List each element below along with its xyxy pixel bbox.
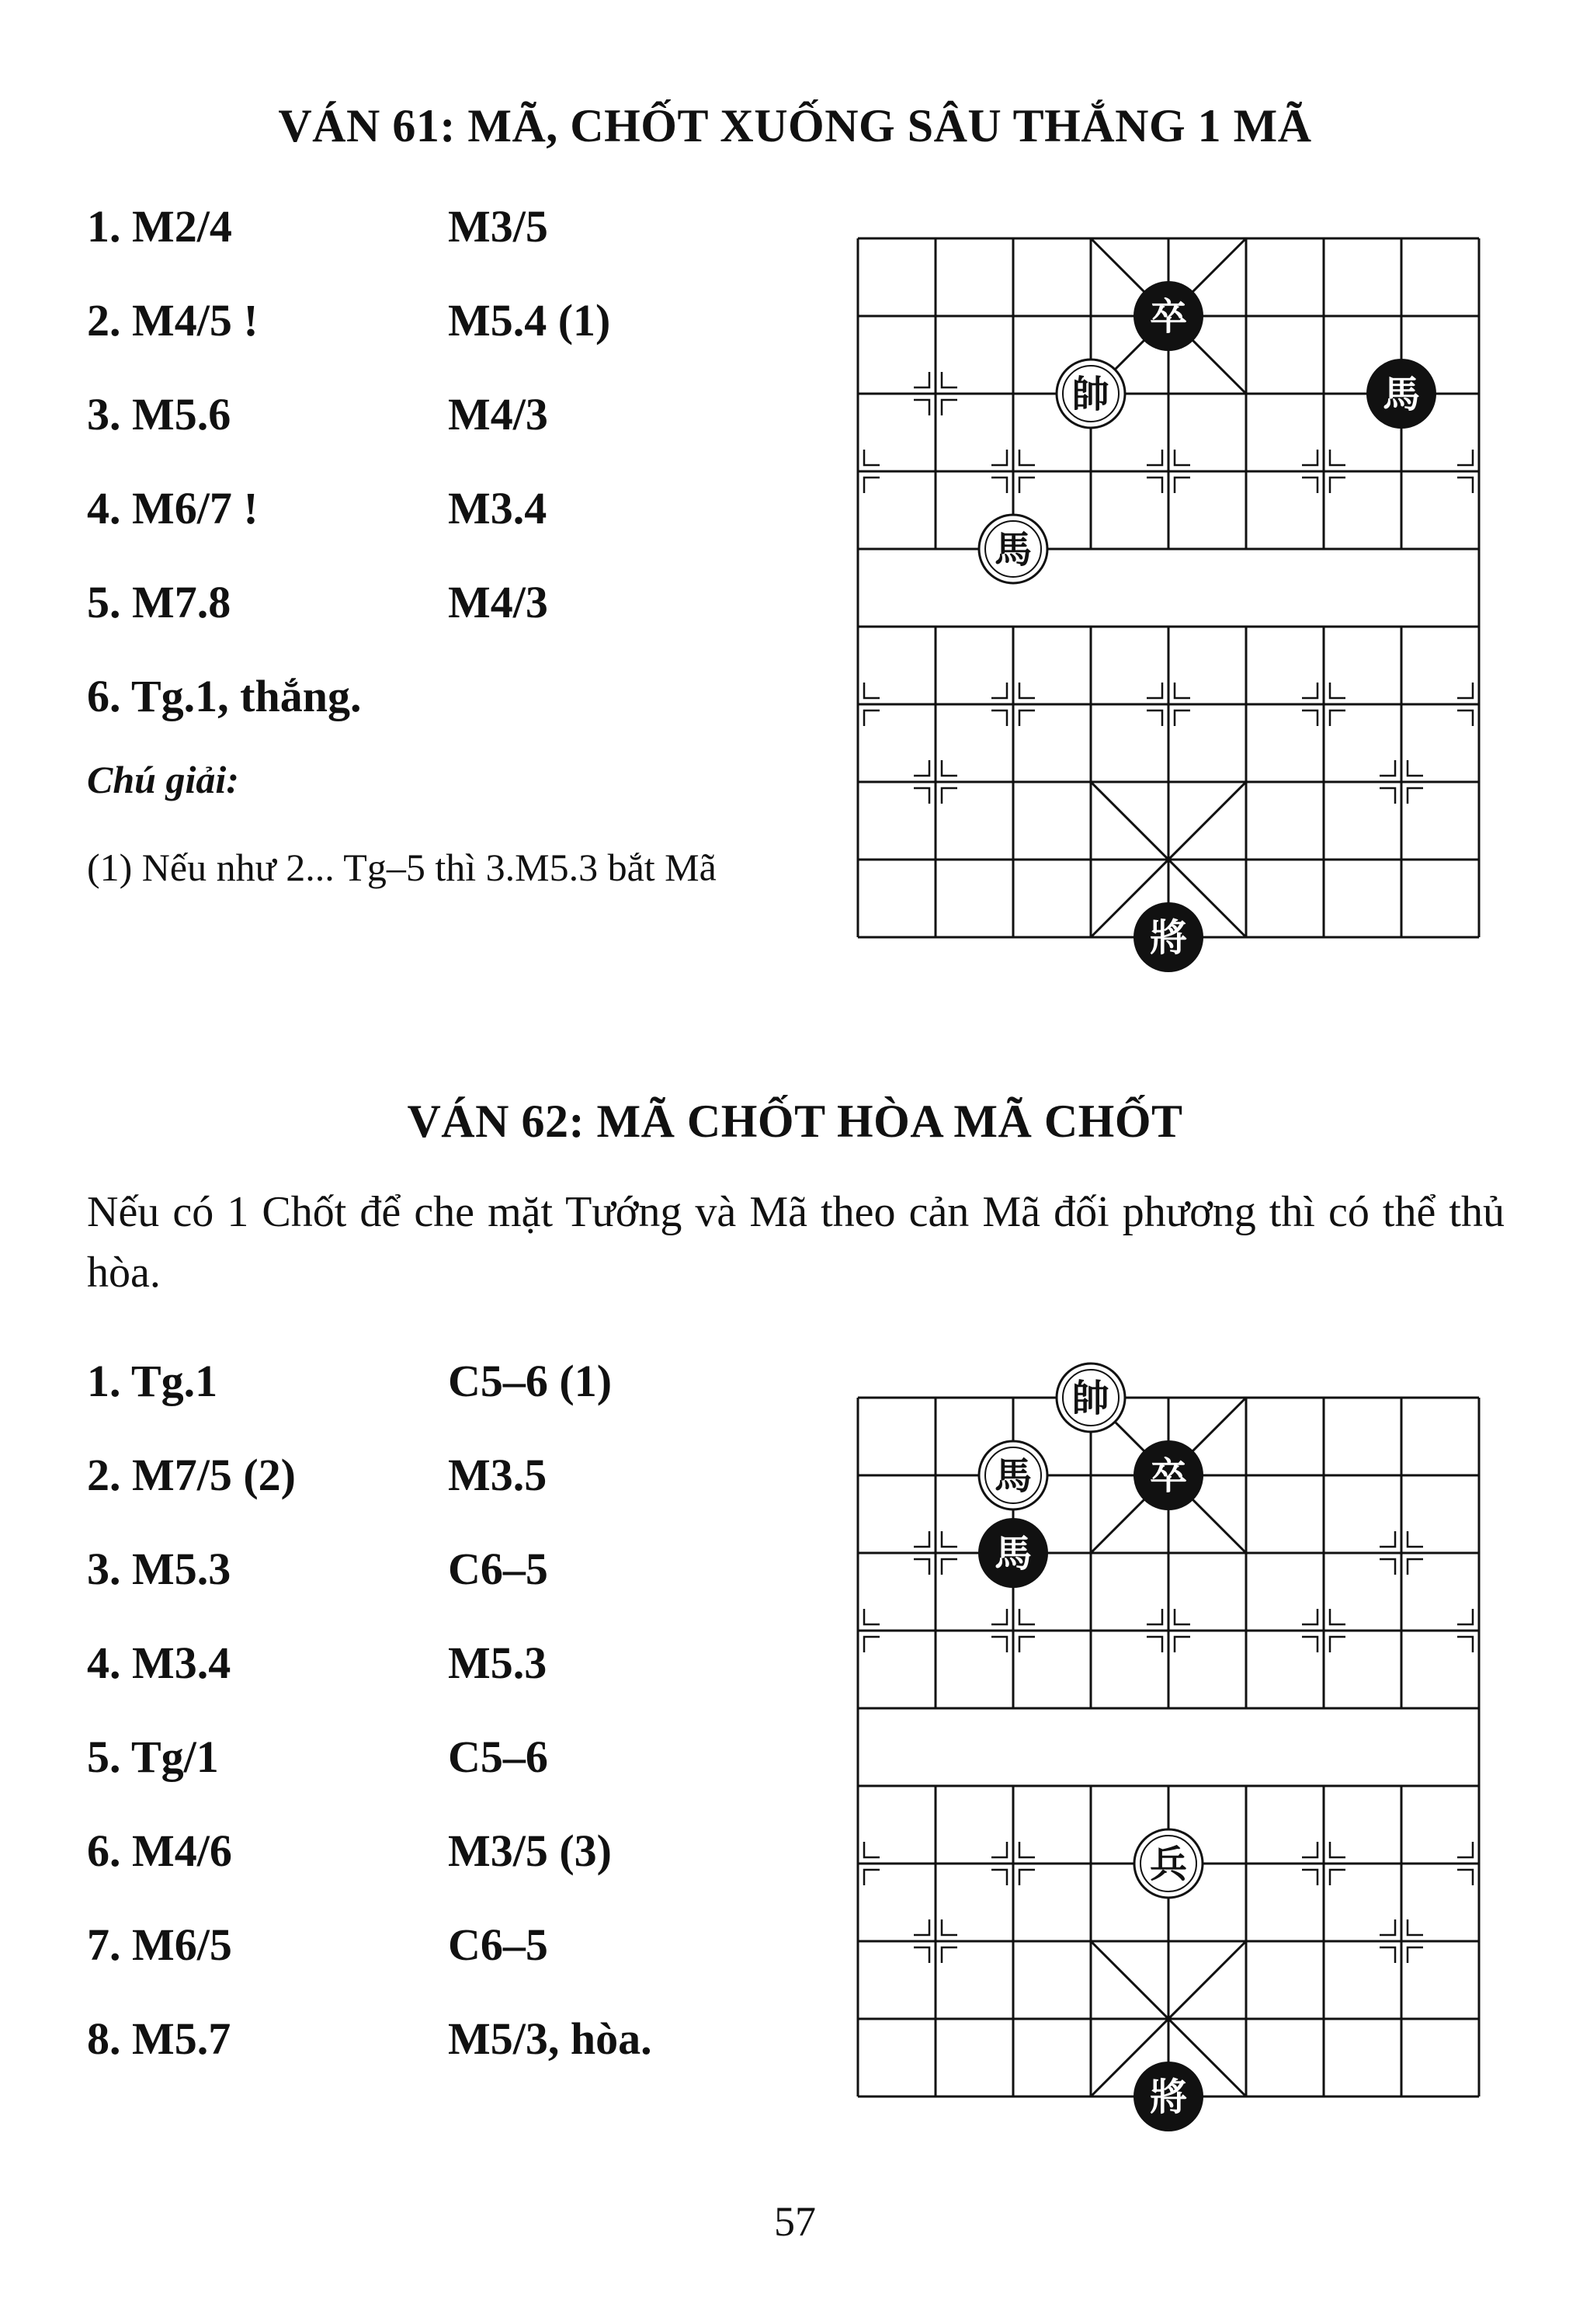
black-move: M5.3	[448, 1638, 547, 1688]
position-marker	[991, 1870, 1007, 1885]
xiangqi-board-61	[842, 231, 1463, 960]
position-marker	[1175, 683, 1190, 698]
position-marker	[864, 450, 880, 465]
white-move: 7. M6/5	[87, 1919, 232, 1970]
black-piece	[979, 1519, 1047, 1587]
position-marker	[914, 1919, 929, 1935]
position-marker	[1380, 1559, 1395, 1575]
position-marker	[1408, 788, 1423, 804]
black-move: C5–6	[448, 1732, 548, 1782]
piece-label: 馬	[994, 528, 1033, 571]
black-piece	[1134, 282, 1203, 350]
position-marker	[1380, 1531, 1395, 1547]
black-move: M3/5 (3)	[448, 1826, 612, 1876]
position-marker	[1147, 478, 1162, 493]
position-marker	[1408, 1947, 1423, 1963]
position-marker	[1408, 1559, 1423, 1575]
position-marker	[991, 1637, 1007, 1652]
position-marker	[942, 760, 957, 776]
position-marker	[1330, 1609, 1345, 1624]
position-marker	[1175, 450, 1190, 465]
position-marker	[1330, 1870, 1345, 1885]
black-move: C5–6 (1)	[448, 1356, 613, 1406]
page-number: 57	[774, 2198, 816, 2245]
red-piece	[1057, 1363, 1125, 1432]
game62-title: VÁN 62: MÃ CHỐT HÒA MÃ CHỐT	[407, 1096, 1183, 1147]
position-marker	[1302, 450, 1317, 465]
position-marker	[1019, 683, 1035, 698]
black-piece	[1134, 2062, 1203, 2131]
position-marker	[1019, 478, 1035, 493]
position-marker	[942, 372, 957, 387]
position-marker	[942, 1947, 957, 1963]
position-marker	[1457, 1870, 1473, 1885]
black-move: M4/3	[448, 577, 548, 627]
position-marker	[991, 710, 1007, 726]
position-marker	[914, 788, 929, 804]
position-marker	[864, 478, 880, 493]
position-marker	[1175, 478, 1190, 493]
red-piece	[979, 1441, 1047, 1509]
position-marker	[1019, 1637, 1035, 1652]
position-marker	[991, 683, 1007, 698]
black-piece	[1134, 1441, 1203, 1509]
position-marker	[1147, 683, 1162, 698]
game62-intro: Nếu có 1 Chốt để che mặt Tướng và Mã theo cản Mã đối phương thì có thể thủ hòa.	[87, 1188, 1505, 1297]
position-marker	[942, 1531, 957, 1547]
black-piece	[1367, 360, 1436, 428]
piece-label: 將	[1149, 2076, 1188, 2119]
white-move: 8. M5.7	[87, 2013, 231, 2064]
position-marker	[942, 1919, 957, 1935]
piece-label: 馬	[1382, 373, 1421, 416]
position-marker	[1302, 710, 1317, 726]
position-marker	[1330, 450, 1345, 465]
white-move: 3. M5.6	[87, 389, 231, 439]
piece-label: 卒	[1149, 1454, 1188, 1498]
black-move: C6–5	[448, 1544, 548, 1594]
position-marker	[864, 1870, 880, 1885]
position-marker	[1302, 1637, 1317, 1652]
black-move: M4/3	[448, 389, 548, 439]
position-marker	[991, 1609, 1007, 1624]
white-move: 2. M4/5 !	[87, 295, 259, 346]
position-marker	[864, 683, 880, 698]
piece-label: 卒	[1149, 295, 1188, 339]
position-marker	[942, 400, 957, 415]
position-marker	[1019, 1609, 1035, 1624]
position-marker	[991, 450, 1007, 465]
game61-title: VÁN 61: MÃ, CHỐT XUỐNG SÂU THẮNG 1 MÃ	[278, 100, 1312, 151]
position-marker	[864, 710, 880, 726]
position-marker	[1302, 683, 1317, 698]
piece-label: 兵	[1149, 1843, 1188, 1886]
piece-label: 帥	[1071, 1377, 1110, 1420]
position-marker	[1457, 710, 1473, 726]
position-marker	[1330, 478, 1345, 493]
black-move: M5/3, hòa.	[448, 2013, 652, 2064]
position-marker	[1408, 1919, 1423, 1935]
position-marker	[864, 1609, 880, 1624]
position-marker	[942, 788, 957, 804]
notes-text: (1) Nếu như 2... Tg–5 thì 3.M5.3 bắt Mã	[87, 846, 717, 889]
position-marker	[1302, 478, 1317, 493]
position-marker	[914, 1947, 929, 1963]
white-move: 5. M7.8	[87, 577, 231, 627]
position-marker	[1147, 450, 1162, 465]
position-marker	[1457, 1842, 1473, 1857]
white-move: 4. M3.4	[87, 1638, 231, 1688]
position-marker	[1380, 1947, 1395, 1963]
position-marker	[1330, 683, 1345, 698]
position-marker	[1175, 710, 1190, 726]
position-marker	[991, 478, 1007, 493]
position-marker	[1302, 1609, 1317, 1624]
position-marker	[1302, 1842, 1317, 1857]
black-move: M3.5	[448, 1450, 547, 1500]
piece-label: 將	[1149, 916, 1188, 960]
position-marker	[1147, 1609, 1162, 1624]
position-marker	[1147, 710, 1162, 726]
position-marker	[914, 1559, 929, 1575]
notes-title: Chú giải:	[87, 758, 239, 801]
position-marker	[1457, 1609, 1473, 1624]
position-marker	[1019, 1842, 1035, 1857]
red-piece	[1134, 1829, 1203, 1898]
position-marker	[1457, 1637, 1473, 1652]
position-marker	[1330, 1842, 1345, 1857]
position-marker	[1380, 760, 1395, 776]
position-marker	[942, 1559, 957, 1575]
position-marker	[1147, 1637, 1162, 1652]
position-marker	[864, 1842, 880, 1857]
position-marker	[914, 372, 929, 387]
white-move: 6. M4/6	[87, 1826, 232, 1876]
black-piece	[1134, 903, 1203, 971]
position-marker	[1175, 1609, 1190, 1624]
position-marker	[914, 760, 929, 776]
position-marker	[1408, 760, 1423, 776]
piece-label: 帥	[1071, 373, 1110, 416]
xiangqi-board-62	[842, 1377, 1463, 2119]
black-move: M3.4	[448, 483, 547, 533]
red-piece	[979, 515, 1047, 583]
position-marker	[1457, 450, 1473, 465]
white-move: 1. Tg.1	[87, 1356, 218, 1406]
position-marker	[1380, 1919, 1395, 1935]
white-move: 3. M5.3	[87, 1544, 231, 1594]
position-marker	[1019, 1870, 1035, 1885]
white-move: 6. Tg.1, thắng.	[87, 671, 362, 721]
position-marker	[991, 1842, 1007, 1857]
position-marker	[1330, 710, 1345, 726]
piece-label: 馬	[994, 1532, 1033, 1575]
red-piece	[1057, 360, 1125, 428]
position-marker	[1457, 478, 1473, 493]
black-move: M3/5	[448, 201, 548, 252]
position-marker	[914, 400, 929, 415]
position-marker	[1019, 710, 1035, 726]
black-move: M5.4 (1)	[448, 295, 611, 346]
position-marker	[1380, 788, 1395, 804]
position-marker	[914, 1531, 929, 1547]
position-marker	[1330, 1637, 1345, 1652]
position-marker	[1408, 1531, 1423, 1547]
position-marker	[864, 1637, 880, 1652]
position-marker	[1302, 1870, 1317, 1885]
piece-label: 馬	[994, 1454, 1033, 1498]
position-marker	[1019, 450, 1035, 465]
white-move: 4. M6/7 !	[87, 483, 259, 533]
position-marker	[1457, 683, 1473, 698]
position-marker	[1175, 1637, 1190, 1652]
white-move: 2. M7/5 (2)	[87, 1450, 296, 1500]
white-move: 5. Tg/1	[87, 1732, 219, 1782]
black-move: C6–5	[448, 1919, 548, 1970]
white-move: 1. M2/4	[87, 201, 232, 252]
